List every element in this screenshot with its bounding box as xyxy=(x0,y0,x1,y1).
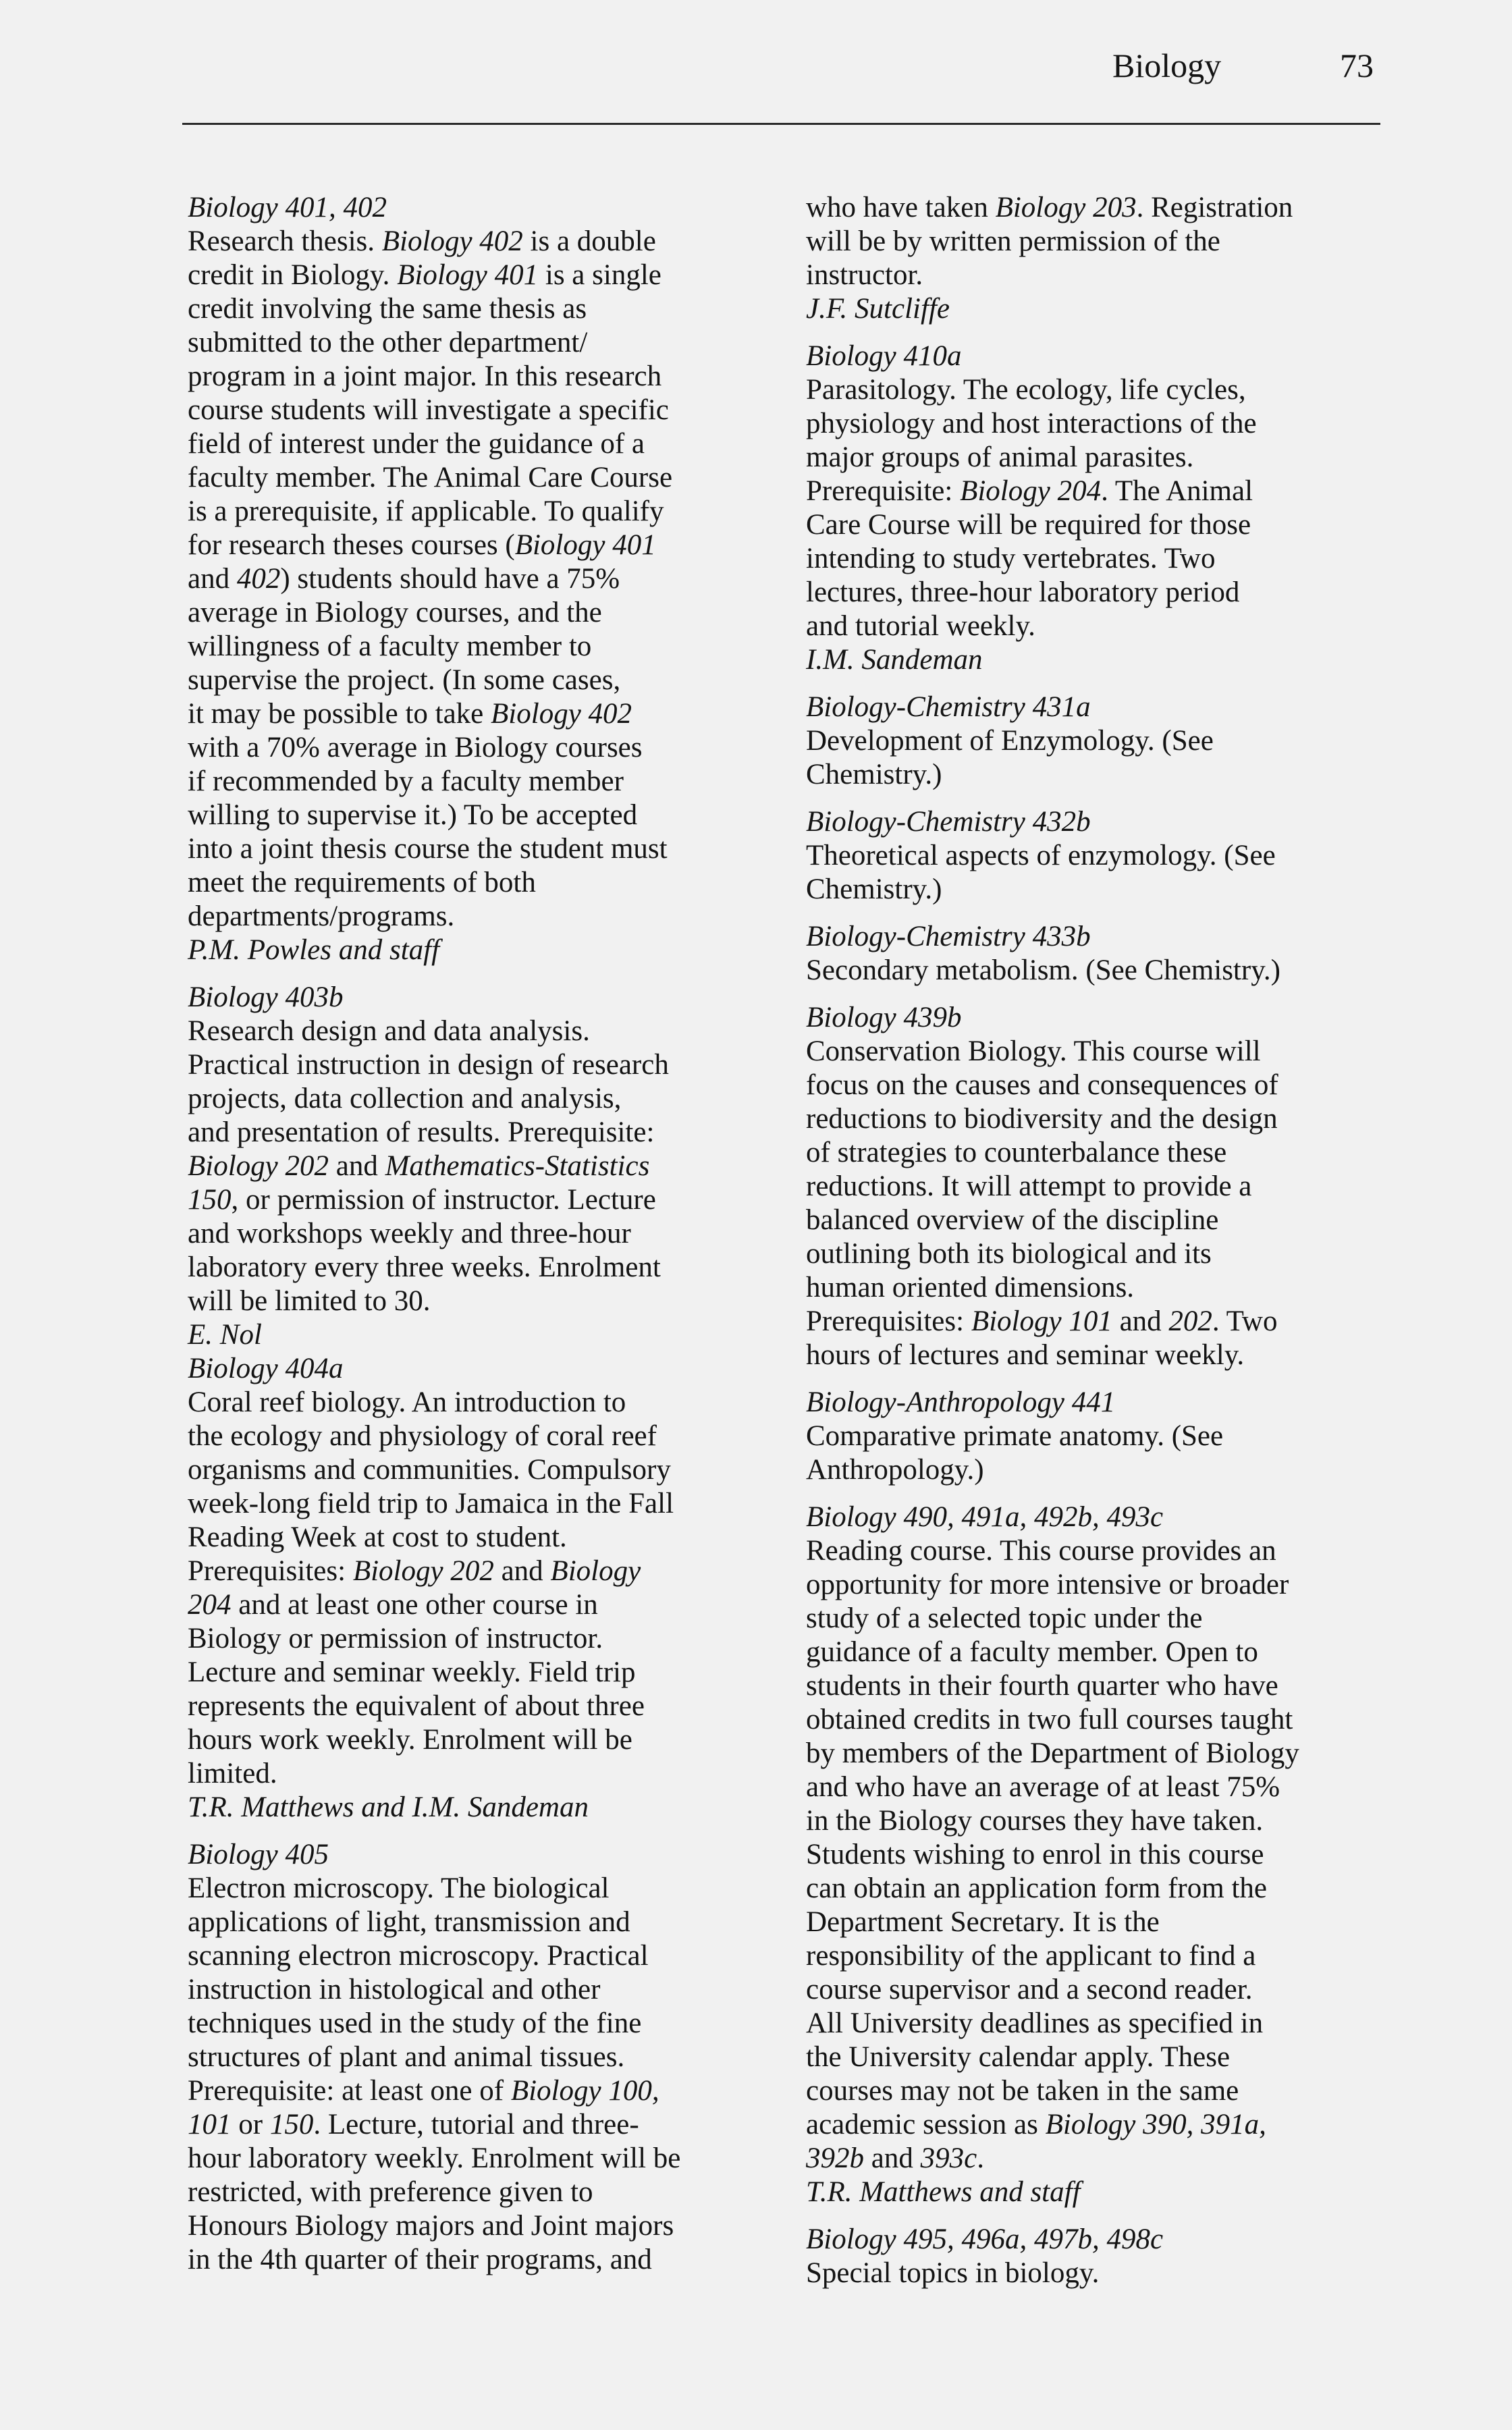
text-line xyxy=(188,1973,768,2007)
text-line xyxy=(806,1771,1386,1804)
text-line xyxy=(188,1521,768,1555)
course-reference: Biology 390, 391a, xyxy=(1045,2109,1266,2140)
text-run: reductions to biodiversity and the design xyxy=(806,1103,1278,1135)
course-heading: Biology 403b xyxy=(188,981,344,1013)
text-run: will be by written permission of the xyxy=(806,225,1220,257)
text-run: Research thesis. xyxy=(188,225,382,257)
course-entry xyxy=(806,1001,1386,1372)
text-line xyxy=(806,1906,1386,1939)
text-line xyxy=(188,2176,768,2209)
text-run: is a single xyxy=(538,259,662,291)
text-line xyxy=(806,373,1386,407)
text-line xyxy=(806,225,1386,259)
course-description xyxy=(188,1386,768,1791)
text-run: instructor. xyxy=(806,259,923,291)
text-run: course students will investigate a specific xyxy=(188,394,669,426)
text-line xyxy=(188,1906,768,1939)
text-run: opportunity for more intensive or broader xyxy=(806,1569,1289,1600)
course-description xyxy=(188,1872,768,2277)
text-run: instruction in histological and other xyxy=(188,1974,601,2005)
text-line xyxy=(188,1555,768,1588)
text-run: hour laboratory weekly. Enrolment will be xyxy=(188,2142,681,2174)
text-line xyxy=(806,1737,1386,1771)
text-line xyxy=(806,2041,1386,2074)
text-line xyxy=(188,630,768,664)
text-line xyxy=(188,1757,768,1791)
text-line xyxy=(188,2108,768,2142)
text-run: Lecture and seminar weekly. Field trip xyxy=(188,1656,636,1688)
text-run: scanning electron microscopy. Practical xyxy=(188,1940,649,1972)
text-line xyxy=(806,2108,1386,2142)
text-line xyxy=(188,1420,768,1453)
text-line xyxy=(188,1872,768,1906)
text-run: reductions. It will attempt to provide a xyxy=(806,1170,1252,1202)
text-line xyxy=(188,1723,768,1757)
text-run: willingness of a faculty member to xyxy=(188,630,592,662)
text-run: Chemistry.) xyxy=(806,873,942,905)
text-run: Secondary metabolism. (See Chemistry.) xyxy=(806,954,1280,986)
text-line xyxy=(188,664,768,697)
text-run: outlining both its biological and its xyxy=(806,1238,1212,1270)
text-line xyxy=(806,1102,1386,1136)
text-line xyxy=(806,954,1386,988)
text-run: and presentation of results. Prerequisite: xyxy=(188,1116,655,1148)
text-line xyxy=(188,225,768,259)
instructor-name: T.R. Matthews and staff xyxy=(806,2176,1081,2208)
course-heading: Biology 404a xyxy=(188,1353,344,1384)
text-run: the ecology and physiology of coral reef xyxy=(188,1420,657,1452)
text-run: Development of Enzymology. (See xyxy=(806,725,1214,757)
text-line xyxy=(188,1116,768,1150)
text-line xyxy=(806,1669,1386,1703)
text-run: departments/programs. xyxy=(188,900,455,932)
text-run: Prerequisites: xyxy=(806,1305,971,1337)
text-run: intending to study vertebrates. Two xyxy=(806,543,1216,574)
text-run: organisms and communities. Compulsory xyxy=(188,1454,671,1486)
course-reference: Biology 401 xyxy=(397,259,539,291)
course-description xyxy=(188,225,768,934)
text-run: All University deadlines as specified in xyxy=(806,2007,1264,2039)
text-line xyxy=(806,2074,1386,2108)
course-reference: Biology 402 xyxy=(381,225,523,257)
text-line xyxy=(188,596,768,630)
course-entry xyxy=(806,920,1386,988)
text-run: and workshops weekly and three-hour xyxy=(188,1218,631,1249)
text-run: Biology or permission of instructor. xyxy=(188,1623,603,1654)
text-run: Parasitology. The ecology, life cycles, xyxy=(806,374,1246,406)
text-line xyxy=(188,427,768,461)
text-line xyxy=(806,2007,1386,2041)
text-line xyxy=(806,1939,1386,1973)
course-reference: Biology xyxy=(550,1555,641,1587)
text-line xyxy=(188,2041,768,2074)
course-entry xyxy=(188,191,768,967)
text-run: credit in Biology. xyxy=(188,259,398,291)
course-heading: Biology 495, 496a, 497b, 498c xyxy=(806,2223,1164,2255)
text-run: in the 4th quarter of their programs, and xyxy=(188,2244,652,2275)
text-run: and at least one other course in xyxy=(231,1589,598,1621)
instructor-name: I.M. Sandeman xyxy=(806,644,983,676)
text-run: . xyxy=(977,2142,984,2174)
text-run: Care Course will be required for those xyxy=(806,509,1251,541)
course-reference: Mathematics-Statistics xyxy=(385,1150,650,1182)
text-run: week-long field trip to Jamaica in the Fall xyxy=(188,1488,674,1519)
course-entry xyxy=(806,2223,1386,2290)
text-run: average in Biology courses, and the xyxy=(188,597,602,628)
text-line xyxy=(806,1035,1386,1069)
course-description xyxy=(806,954,1386,988)
text-run: Electron microscopy. The biological xyxy=(188,1872,610,1904)
text-run: guidance of a faculty member. Open to xyxy=(806,1636,1258,1668)
course-heading: Biology 410a xyxy=(806,340,962,372)
text-run: submitted to the other department/ xyxy=(188,327,588,358)
text-run: with a 70% average in Biology courses xyxy=(188,732,643,763)
text-run: applications of light, transmission and xyxy=(188,1906,630,1938)
text-run: focus on the causes and consequences of xyxy=(806,1069,1278,1101)
text-line xyxy=(188,1251,768,1285)
text-line xyxy=(806,1305,1386,1339)
text-line xyxy=(188,866,768,900)
instructor-name: T.R. Matthews and I.M. Sandeman xyxy=(188,1791,589,1823)
text-run: if recommended by a faculty member xyxy=(188,765,624,797)
text-run: structures of plant and animal tissues. xyxy=(188,2041,625,2073)
text-run: can obtain an application form from the xyxy=(806,1872,1267,1904)
text-line xyxy=(188,832,768,866)
course-reference: 393c xyxy=(920,2142,977,2174)
text-line xyxy=(188,697,768,731)
text-run: is a prerequisite, if applicable. To qualify xyxy=(188,495,664,527)
text-run: faculty member. The Animal Care Course xyxy=(188,462,673,493)
text-run: courses may not be taken in the same xyxy=(806,2075,1239,2107)
text-run: restricted, with preference given to xyxy=(188,2176,593,2208)
text-line xyxy=(188,900,768,934)
text-line xyxy=(188,529,768,562)
text-line xyxy=(806,2257,1386,2290)
text-line xyxy=(806,508,1386,542)
text-run: the University calendar apply. These xyxy=(806,2041,1231,2073)
text-run: Coral reef biology. An introduction to xyxy=(188,1386,626,1418)
text-run: Theoretical aspects of enzymology. (See xyxy=(806,840,1276,871)
text-run: ) students should have a 75% xyxy=(280,563,620,595)
text-line xyxy=(188,259,768,292)
course-heading: Biology-Anthropology 441 xyxy=(806,1386,1116,1418)
header-rule xyxy=(182,123,1380,125)
instructor-name: E. Nol xyxy=(188,1319,262,1351)
course-description xyxy=(806,1534,1386,2176)
course-description xyxy=(806,373,1386,643)
course-entry xyxy=(188,981,768,1352)
course-reference: Biology 202 xyxy=(352,1555,494,1587)
text-run: students in their fourth quarter who have xyxy=(806,1670,1278,1702)
text-line xyxy=(806,542,1386,576)
course-description xyxy=(806,839,1386,907)
text-line xyxy=(188,326,768,360)
course-heading: Biology 439b xyxy=(806,1002,962,1033)
text-line xyxy=(806,2142,1386,2176)
text-line xyxy=(188,1939,768,1973)
text-line xyxy=(188,1690,768,1723)
text-run: it may be possible to take xyxy=(188,698,491,730)
text-run: and who have an average of at least 75% xyxy=(806,1771,1280,1803)
text-line xyxy=(188,1386,768,1420)
text-line xyxy=(188,765,768,799)
text-line xyxy=(806,1973,1386,2007)
text-run: field of interest under the guidance of a xyxy=(188,428,645,460)
text-line xyxy=(806,441,1386,475)
text-line xyxy=(806,1204,1386,1237)
text-line xyxy=(188,1622,768,1656)
text-line xyxy=(188,799,768,832)
text-line xyxy=(806,1602,1386,1636)
text-line xyxy=(188,1453,768,1487)
text-line xyxy=(806,1568,1386,1602)
text-run: human oriented dimensions. xyxy=(806,1272,1135,1303)
text-run: supervise the project. (In some cases, xyxy=(188,664,621,696)
text-run: and xyxy=(1112,1305,1169,1337)
text-line xyxy=(188,1285,768,1318)
text-line xyxy=(188,2007,768,2041)
course-description xyxy=(806,1035,1386,1372)
course-heading: Biology-Chemistry 433b xyxy=(806,921,1091,952)
course-entry xyxy=(806,340,1386,677)
text-run: Prerequisites: xyxy=(188,1555,353,1587)
left-column xyxy=(188,191,768,2290)
text-line xyxy=(188,1048,768,1082)
text-line xyxy=(188,461,768,495)
text-line xyxy=(188,2074,768,2108)
text-run: Comparative primate anatomy. (See xyxy=(806,1420,1224,1452)
course-heading: Biology-Chemistry 432b xyxy=(806,806,1091,838)
course-description xyxy=(188,1015,768,1318)
text-run: Practical instruction in design of research xyxy=(188,1049,669,1081)
course-heading: Biology 401, 402 xyxy=(188,192,387,223)
course-entry xyxy=(188,1352,768,1825)
course-reference: Biology 204 xyxy=(960,475,1102,507)
text-line xyxy=(188,731,768,765)
text-line xyxy=(806,873,1386,907)
course-entry xyxy=(806,691,1386,792)
text-line xyxy=(188,2209,768,2243)
course-description xyxy=(806,1420,1386,1487)
course-reference: 204 xyxy=(188,1589,232,1621)
page-number: 73 xyxy=(1340,47,1374,84)
text-run: responsibility of the applicant to find a xyxy=(806,1940,1256,1972)
text-run: academic session as xyxy=(806,2109,1046,2140)
text-line xyxy=(188,1082,768,1116)
text-run: and xyxy=(864,2142,921,2174)
text-line xyxy=(806,475,1386,508)
text-line xyxy=(188,394,768,427)
text-run: in the Biology courses they have taken. xyxy=(806,1805,1264,1837)
text-line xyxy=(806,1136,1386,1170)
text-run: for research theses courses ( xyxy=(188,529,515,561)
instructor-name: P.M. Powles and staff xyxy=(188,934,440,966)
text-line xyxy=(188,2142,768,2176)
text-run: laboratory every three weeks. Enrolment xyxy=(188,1251,661,1283)
text-line xyxy=(806,1534,1386,1568)
text-line xyxy=(806,407,1386,441)
course-reference: 150 xyxy=(188,1184,232,1216)
text-run: physiology and host interactions of the xyxy=(806,408,1257,439)
course-reference: Biology 402 xyxy=(491,698,632,730)
right-column xyxy=(806,191,1386,2304)
text-line xyxy=(806,1237,1386,1271)
text-run: techniques used in the study of the fine xyxy=(188,2007,642,2039)
course-reference: 101 xyxy=(188,2109,232,2140)
text-line xyxy=(188,1487,768,1521)
course-reference: 150 xyxy=(269,2109,314,2140)
course-reference: Biology 100, xyxy=(510,2075,659,2107)
course-description xyxy=(806,724,1386,792)
text-line xyxy=(806,191,1386,225)
text-run: Students wishing to enrol in this course xyxy=(806,1839,1264,1870)
course-entry xyxy=(806,1386,1386,1487)
text-run: represents the equivalent of about three xyxy=(188,1690,645,1722)
text-run: Prerequisite: xyxy=(806,475,961,507)
text-line xyxy=(188,292,768,326)
text-line xyxy=(188,562,768,596)
text-run: Honours Biology majors and Joint majors xyxy=(188,2210,674,2242)
text-run: hours work weekly. Enrolment will be xyxy=(188,1724,632,1756)
text-run: Anthropology.) xyxy=(806,1454,984,1486)
text-line xyxy=(188,360,768,394)
text-run: willing to supervise it.) To be accepted xyxy=(188,799,638,831)
text-line xyxy=(806,576,1386,610)
text-line xyxy=(806,839,1386,873)
text-run: . Registration xyxy=(1136,192,1293,223)
text-run: and xyxy=(188,563,237,595)
text-run: Reading Week at cost to student. xyxy=(188,1521,567,1553)
text-run: balanced overview of the discipline xyxy=(806,1204,1219,1236)
text-run: projects, data collection and analysis, xyxy=(188,1083,622,1114)
text-run: is a double xyxy=(522,225,656,257)
text-line xyxy=(188,495,768,529)
text-line xyxy=(806,1170,1386,1204)
text-run: and xyxy=(329,1150,385,1182)
text-run: hours of lectures and seminar weekly. xyxy=(806,1339,1245,1371)
course-reference: Biology 101 xyxy=(971,1305,1112,1337)
text-run: or xyxy=(231,2109,270,2140)
course-heading: Biology 405 xyxy=(188,1839,329,1870)
text-run: Special topics in biology. xyxy=(806,2257,1100,2289)
course-reference: Biology 202 xyxy=(188,1150,329,1182)
text-line xyxy=(806,1420,1386,1453)
text-run: and tutorial weekly. xyxy=(806,610,1035,642)
text-run: credit involving the same thesis as xyxy=(188,293,587,325)
text-run: . Lecture, tutorial and three- xyxy=(313,2109,639,2140)
text-run: Prerequisite: at least one of xyxy=(188,2075,511,2107)
text-line xyxy=(806,1804,1386,1838)
running-header-title: Biology xyxy=(1112,47,1222,84)
course-entry xyxy=(806,1501,1386,2209)
text-run: will be limited to 30. xyxy=(188,1285,431,1317)
text-run: . The Animal xyxy=(1101,475,1253,507)
text-line xyxy=(806,1703,1386,1737)
text-run: major groups of animal parasites. xyxy=(806,441,1194,473)
text-run: Conservation Biology. This course will xyxy=(806,1035,1261,1067)
course-heading: Biology-Chemistry 431a xyxy=(806,691,1091,723)
text-run: Department Secretary. It is the xyxy=(806,1906,1160,1938)
text-run: Chemistry.) xyxy=(806,759,942,790)
text-run: into a joint thesis course the student must xyxy=(188,833,668,865)
course-reference: 202 xyxy=(1168,1305,1212,1337)
text-run: Reading course. This course provides an xyxy=(806,1535,1276,1567)
text-run: limited. xyxy=(188,1758,277,1789)
text-run: obtained credits in two full courses taught xyxy=(806,1704,1293,1735)
text-line xyxy=(188,2243,768,2277)
text-line xyxy=(806,1069,1386,1102)
text-run: by members of the Department of Biology xyxy=(806,1737,1299,1769)
course-heading: Biology 490, 491a, 492b, 493c xyxy=(806,1501,1164,1533)
text-line xyxy=(806,1271,1386,1305)
text-line xyxy=(806,724,1386,758)
text-run: lectures, three-hour laboratory period xyxy=(806,576,1240,608)
text-line xyxy=(806,1838,1386,1872)
course-entry xyxy=(806,805,1386,907)
text-line xyxy=(806,1872,1386,1906)
text-line xyxy=(806,610,1386,643)
instructor-name: J.F. Sutcliffe xyxy=(806,293,950,325)
text-line xyxy=(188,1588,768,1622)
course-entry xyxy=(806,191,1386,326)
text-line xyxy=(806,758,1386,792)
text-line xyxy=(806,1339,1386,1372)
text-line xyxy=(188,1183,768,1217)
course-description xyxy=(806,2257,1386,2290)
text-line xyxy=(806,1636,1386,1669)
text-run: course supervisor and a second reader. xyxy=(806,1974,1253,2005)
text-run: Research design and data analysis. xyxy=(188,1015,590,1047)
text-run: . Two xyxy=(1212,1305,1278,1337)
course-reference: Biology 203 xyxy=(995,192,1137,223)
course-reference: Biology 401 xyxy=(514,529,656,561)
course-reference: 392b xyxy=(806,2142,864,2174)
text-line xyxy=(188,1656,768,1690)
course-description xyxy=(806,191,1386,292)
text-line xyxy=(806,1453,1386,1487)
text-run: program in a joint major. In this research xyxy=(188,360,662,392)
text-line xyxy=(188,1015,768,1048)
course-entry xyxy=(188,1838,768,2277)
text-run: , or permission of instructor. Lecture xyxy=(231,1184,656,1216)
text-run: study of a selected topic under the xyxy=(806,1602,1203,1634)
text-run: meet the requirements of both xyxy=(188,867,536,898)
text-run: who have taken xyxy=(806,192,996,223)
text-run: and xyxy=(493,1555,551,1587)
course-reference: 402 xyxy=(236,563,281,595)
text-line xyxy=(188,1150,768,1183)
text-line xyxy=(806,259,1386,292)
text-run: of strategies to counterbalance these xyxy=(806,1137,1227,1168)
text-line xyxy=(188,1217,768,1251)
